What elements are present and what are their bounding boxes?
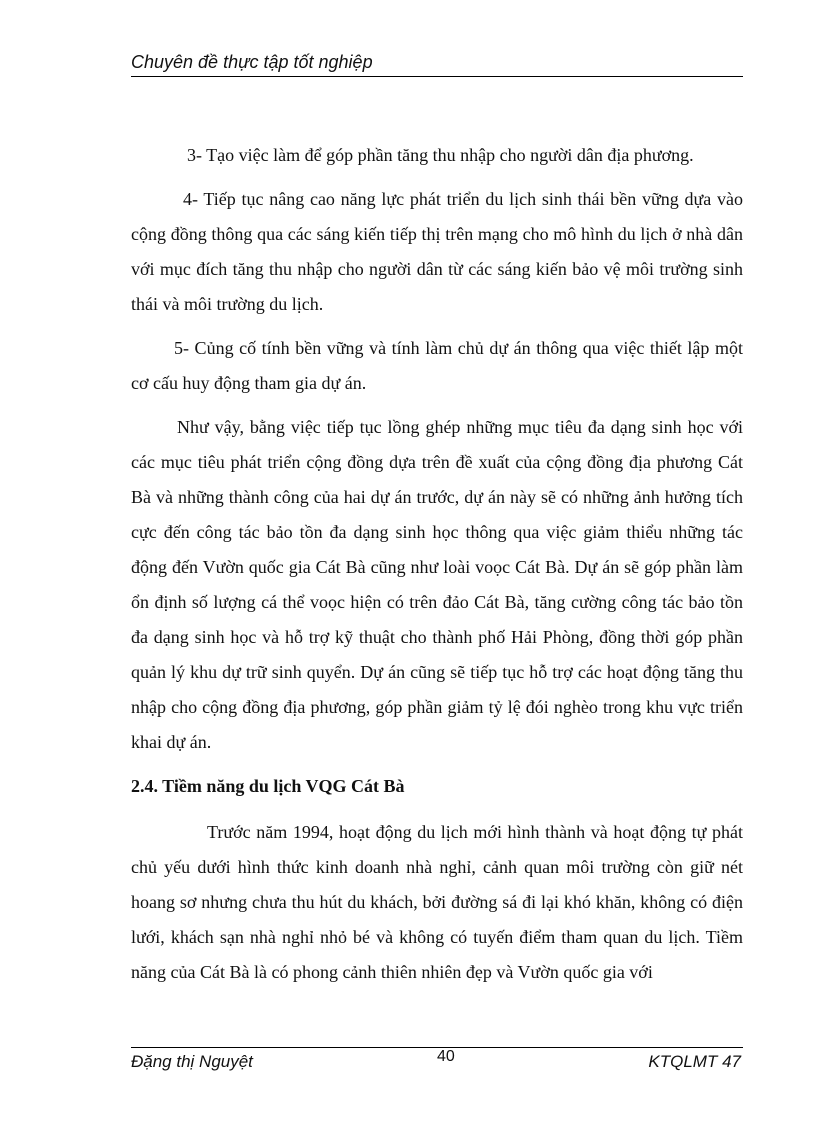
paragraph-item-4: 4- Tiếp tục nâng cao năng lực phát triển du lịch sinh thái bền vững dựa vào cộng đồng thông qua các sáng kiến tiếp thị trên mạng cho mô hình du lịch ở nhà dân với mục đích tăng thu nhập cho người dân từ các sáng kiến bảo vệ môi trường sinh thái và môi trường du lịch. [131, 189, 743, 314]
paragraph-item-3: 3- Tạo việc làm để góp phần tăng thu nhập cho người dân địa phương. [187, 145, 694, 165]
footer-class-code: KTQLMT 47 [648, 1052, 741, 1071]
page-number: 40 [437, 1048, 455, 1065]
paragraph-item-5: 5- Củng cố tính bền vững và tính làm chủ dự án thông qua việc thiết lập một cơ cấu huy động tham gia dự án. [131, 338, 743, 393]
paragraph-summary: Như vậy, bằng việc tiếp tục lồng ghép những mục tiêu đa dạng sinh học với các mục tiêu phát triển cộng đồng dựa trên đề xuất của cộng đồng địa phương Cát Bà và những thành công của hai dự án trước, dự án này sẽ có những ảnh hưởng tích cực đến công tác bảo tồn đa dạng sinh học thông qua việc giảm thiểu những tác động đến Vườn quốc gia Cát Bà cũng như loài voọc Cát Bà. Dự án sẽ góp phần làm ổn định số lượng cá thể voọc hiện có trên đảo Cát Bà, tăng cường công tác bảo tồn đa dạng sinh học và hỗ trợ kỹ thuật cho thành phố Hải Phòng, đồng thời góp phần quản lý khu dự trữ sinh quyển. Dự án cũng sẽ tiếp tục hỗ trợ các hoạt động tăng thu nhập cho cộng đồng địa phương, góp phần giảm tỷ lệ đói nghèo trong khu vực triển khai dự án. [131, 417, 743, 752]
footer-author: Đặng thị Nguyệt [131, 1052, 253, 1071]
paragraph-section-intro: Trước năm 1994, hoạt động du lịch mới hình thành và hoạt động tự phát chủ yếu dưới hình thức kinh doanh nhà nghỉ, cảnh quan môi trường còn giữ nét hoang sơ nhưng chưa thu hút du khách, bởi đường sá đi lại khó khăn, không có điện lưới, khách sạn nhà nghỉ nhỏ bé và không có tuyến điểm tham quan du lịch. Tiềm năng của Cát Bà là có phong cảnh thiên nhiên đẹp và Vườn quốc gia với [131, 822, 743, 982]
header-title: Chuyên đề thực tập tốt nghiệp [131, 52, 373, 72]
page-header [131, 50, 743, 77]
section-heading: 2.4. Tiềm năng du lịch VQG Cát Bà [131, 776, 405, 796]
page-footer [131, 1047, 743, 1079]
page-body [131, 138, 743, 999]
